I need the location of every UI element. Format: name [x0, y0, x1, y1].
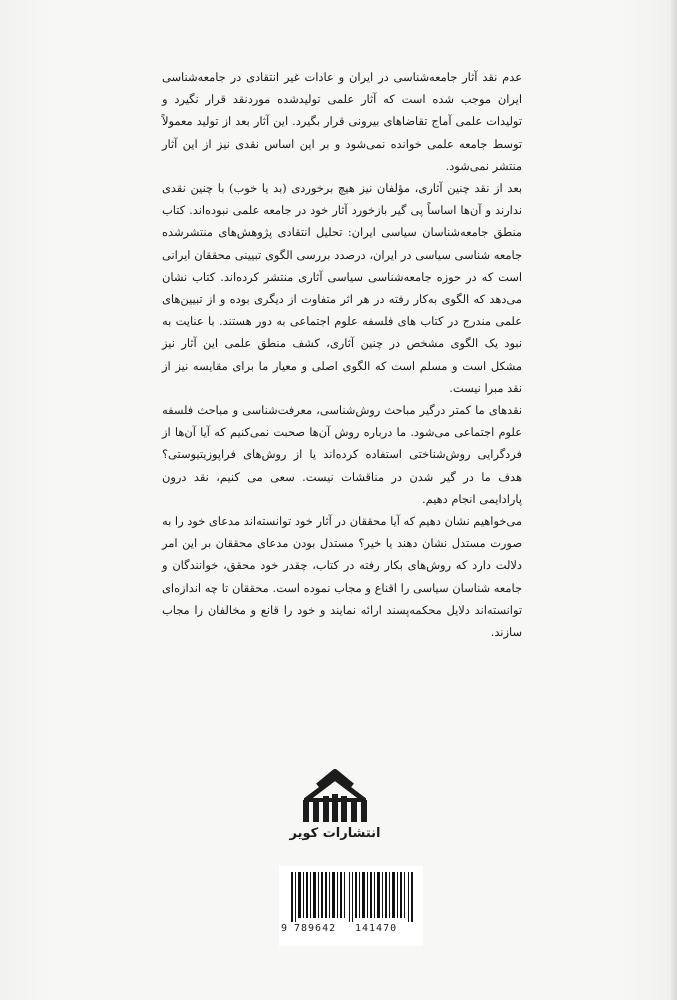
isbn-lead-digit: 9 — [281, 923, 288, 934]
isbn-second-group: 141470 — [355, 923, 398, 934]
barcode-bars — [291, 872, 415, 922]
paragraph-1: عدم نقد آثار جامعه‌شناسی در ایران و عادات غیر انتقادی در جامعه‌شناسی ایران موجب شده است که آثار علمی تولیدشده موردنقد قرار نگیرد و تولیدات علمی آماج تقاضاهای بیرونی قرار بگیرد. این آثار بعد از تولید معمولاً توسط جامعه علمی خوانده نمی‌شود و بر این اساس نقدی نیز از این آثار منتشر نمی‌شود. — [162, 70, 522, 173]
paragraph-4: می‌خواهیم نشان دهیم که آیا محققان در آثار خود توانسته‌اند مدعای خود را به صورت مستدل نشان دهند یا خیر؟ مستدل بودن مدعای محققان بر این امر دلالت دارد که روش‌های بکار رفته در کتاب، چقدر خود محقق، خوانندگان و جامعه شناسان سیاسی را اقناع و مجاب نموده است. محققان تا چه اندازه‌ای توانسته‌اند دلایل محکمه‌پسند ارائه نمایند و خود را قانع و مخالفان را مجاب سازند. — [162, 514, 522, 640]
paragraph-3: نقدهای ما کمتر درگیر مباحث روش‌شناسی، معرفت‌شناسی و مباحث فلسفه علوم اجتماعی می‌شود. ما درباره روش آن‌ها صحبت نمی‌کنیم که آیا آن‌ها از فردگرایی روش‌شناختی استفاده کرده‌اند یا از روش‌های فراپوزیتیوستی؟ هدف ما در گیر شدن در مناقشات نیست. سعی می کنیم، نقد درون پارادایمی انجام دهیم. — [162, 403, 522, 506]
back-cover-text — [162, 66, 522, 643]
isbn-barcode — [279, 866, 423, 946]
isbn-first-group: 789642 — [294, 923, 337, 934]
paragraph-2: بعد از نقد چنین آثاری، مؤلفان نیز هیچ برخوردی (بد یا خوب) با چنین نقدی ندارند و آن‌ها اساساً پی گیر بازخورد آثار خود در جامعه علمی نبوده‌اند. کتاب منطق جامعه‌شناسان سیاسی ایران: تحلیل انتقادی پژوهش‌های منتشرشده جامعه شناسی سیاسی در ایران، درصدد بررسی الگوی تبیینی محققان ایرانی است که در حوزه جامعه‌شناسی سیاسی آثاری منتشر کرده‌اند. کتاب نشان می‌دهد که الگوی به‌کار رفته در هر اثر متفاوت از دیگری بوده و از تبیین‌های علمی مندرج در کتاب های فلسفه علوم اجتماعی به دور هستند. با عنایت به نبود یک الگوی مشخص در چنین آثاری، کشف منطق علمی این آثار نیز مشکل است و مسلم است که الگوی اصلی و معیار ما برای مقایسه نیز از نقد مبرا نیست. — [162, 181, 522, 395]
publisher-name: انتشارات کویر — [289, 826, 381, 841]
publisher-logo-icon — [290, 768, 380, 824]
cover-edge — [671, 0, 677, 1000]
